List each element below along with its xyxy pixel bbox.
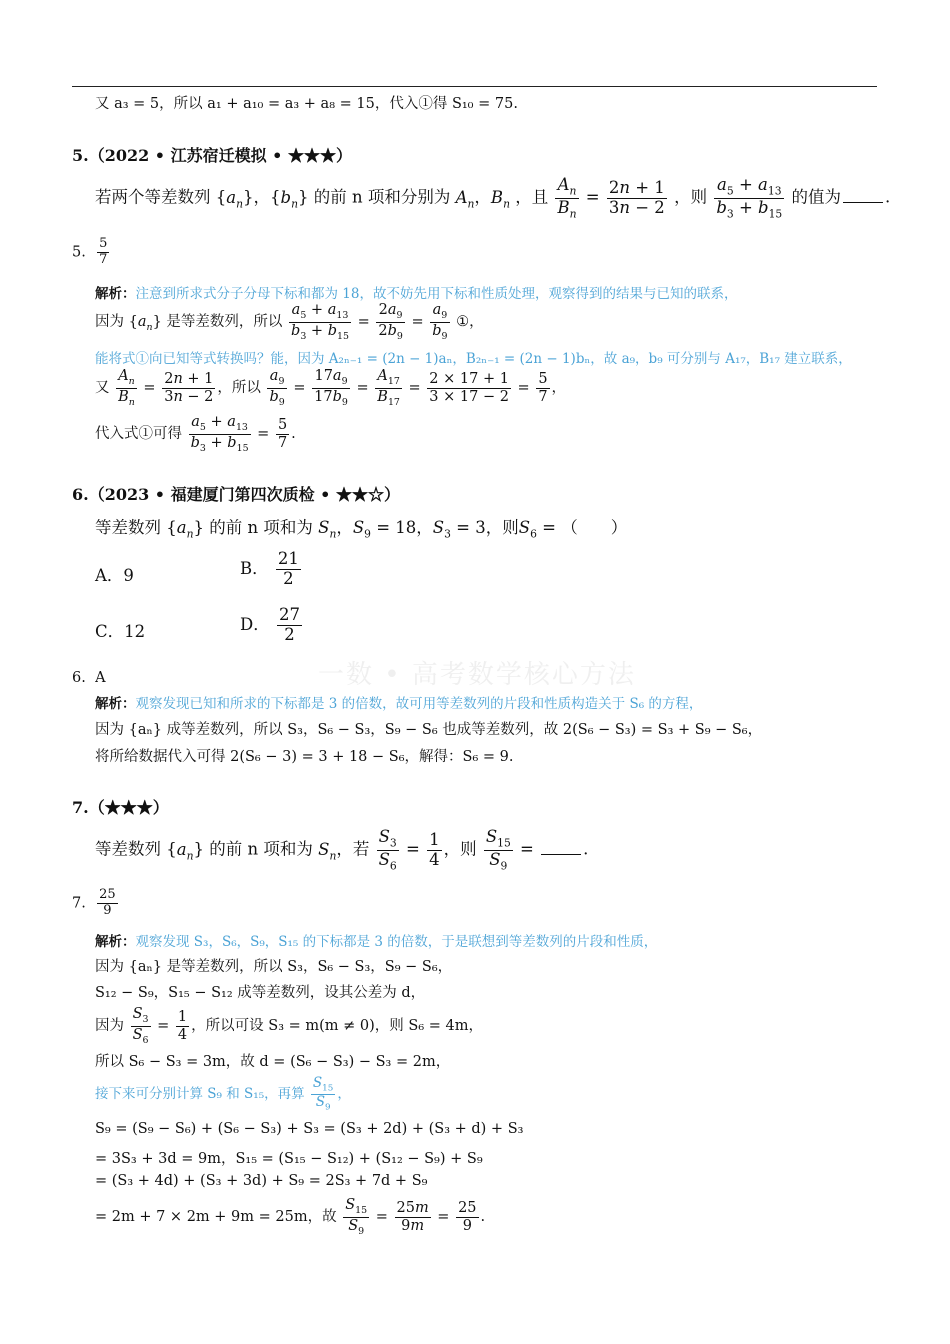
q5-line-2: 因为 $\{a_n\}$ 是等差数列，所以 $\frac{a_5 + a_{13}}{b_3 + b_{15}}$ = $\frac{2a_9}{2b_9}$ = $\frac{a_9}{b_9}$ ①， [95,302,484,342]
q5-target-fraction: $\frac{a_5 + a_{13}}{b_3 + b_{15}}$ [716,175,783,220]
q7-line-5: 所以 S₆ − S₃ = 3m，故 d = (S₆ − S₃) − S₃ = 2m， [95,1054,451,1070]
q5-heading: 5.（2022 • 江苏宿迁模拟 • ★★★） [72,146,352,165]
q5-given-fraction: $\frac{A_n}{B_n}$ [557,175,577,220]
q7-line-9: = (S₃ + 4d) + (S₃ + 3d) + S₉ = 2S₃ + 7d + S₉ [95,1173,428,1189]
q7-line-4: 因为 $\frac{S_3}{S_6}$ = $\frac{1}{4}$ ，所以可设 S₃ = m(m ≠ 0)，则 S₆ = 4m， [95,1006,483,1046]
answer-blank [843,201,883,203]
q6-heading: 6.（2023 • 福建厦门第四次质检 • ★★☆） [72,485,400,504]
header-rule [72,86,877,87]
q7-line-10: = 2m + 7 × 2m + 9m = 25m，故 $\frac{S_{15}}{S_9}$ = $\frac{25m}{9m}$ = $\frac{25}{9}$ . [95,1197,486,1237]
q7-answer: 7. $\frac{25}{9}$ [72,887,116,918]
watermark: 一数 • 高考数学核心方法 [318,660,636,690]
q6-answer: 6. A [72,670,106,686]
q7-line-8: = 3S₃ + 3d = 9m，S₁₅ = (S₁₅ − S₁₂) + (S₁₂ − S₉) + S₉ [95,1151,483,1167]
q5-analysis-1: 解析：注意到所求式分子分母下标和都为 18，故不妨先用下标和性质处理，观察得到的结果与已知的联系， [95,286,738,302]
q6-line-2: 因为 {aₙ} 成等差数列，所以 S₃，S₆ − S₃，S₉ − S₆ 也成等差数列，故 2(S₆ − S₃) = S₃ + S₉ − S₆， [95,722,763,738]
q7-stem: 等差数列 $\{a_n\}$ 的前 n 项和为 $S_n$，若 $\frac{S_3}{S_6}$ = $\frac{1}{4}$ ，则 $\frac{S_{15}}{S_9}$ = . [95,827,589,872]
continued-solution-line: 又 a₃ = 5，所以 a₁ + a₁₀ = a₃ + a₈ = 15，代入①得 S₁₀ = 75. [95,96,518,112]
q6-option-a: A．9 [95,566,134,585]
q5-analysis-3: 能将式①向已知等式转换吗？能，因为 A₂ₙ₋₁ = (2n − 1)aₙ，B₂ₙ₋₁ = (2n − 1)bₙ，故 a₉，b₉ 可分别与 A₁₇，B₁₇ 建立联系， [95,351,852,367]
q5-stem: 若两个等差数列 $\{a_n\}$，$\{b_n\}$ 的前 n 项和分别为 $A_n$，$B_n$ ，且 $\frac{A_n}{B_n}$ = $\frac{2n + 1}{3n - 2}$ ，则 $\frac{a_5 + a_{13}}{b_3 + b_{15}}$ 的值为 . [95,175,891,220]
q7-line-7: S₉ = (S₉ − S₆) + (S₆ − S₃) + S₃ = (S₃ + 2d) + (S₃ + d) + S₃ [95,1121,524,1137]
q6-option-b: B． $\frac{21}{2}$ [240,549,299,588]
answer-blank [541,853,581,855]
q7-line-6: 接下来可分别计算 S₉ 和 S₁₅，再算 $\frac{S_{15}}{S_9}$ ， [95,1075,351,1113]
q7-line-3: S₁₂ − S₉，S₁₅ − S₁₂ 成等差数列，设其公差为 d， [95,985,426,1001]
q6-option-c: C．12 [95,622,146,641]
q5-answer: 5. $\frac{5}{7}$ [72,236,108,267]
q7-analysis-1: 解析：观察发现 S₃，S₆，S₉，S₁₅ 的下标都是 3 的倍数，于是联想到等差数列的片段和性质， [95,934,658,950]
q7-line-2: 因为 {aₙ} 是等差数列，所以 S₃，S₆ − S₃，S₉ − S₆， [95,959,453,975]
q6-option-d: D． $\frac{27}{2}$ [240,605,300,644]
q6-analysis-1: 解析：观察发现已知和所求的下标都是 3 的倍数，故可用等差数列的片段和性质构造关于 S₆ 的方程， [95,696,703,712]
q6-stem: 等差数列 $\{a_n\}$ 的前 n 项和为 $S_n$，$S_9 = 18$，$S_3 = 3$，则$S_6$ = （ ） [95,518,628,541]
q5-line-4: 又 $\frac{A_n}{B_n}$ = $\frac{2n + 1}{3n - 2}$ ，所以 $\frac{a_9}{b_9}$ = $\frac{17a_9}{17b_9}$ = $\frac{A_{17}}{B_{17}}$ = $\frac{2 \times 17 + 1}{3 \times 17 - 2}$ = $\frac{5}{7}$ ， [95,368,567,408]
q7-heading: 7.（★★★） [72,798,169,817]
q6-line-3: 将所给数据代入可得 2(S₆ − 3) = 3 + 18 − S₆，解得：S₆ = 9. [95,749,514,765]
q5-line-5: 代入式①可得 $\frac{a_5 + a_{13}}{b_3 + b_{15}}$ = $\frac{5}{7}$ . [95,414,296,454]
